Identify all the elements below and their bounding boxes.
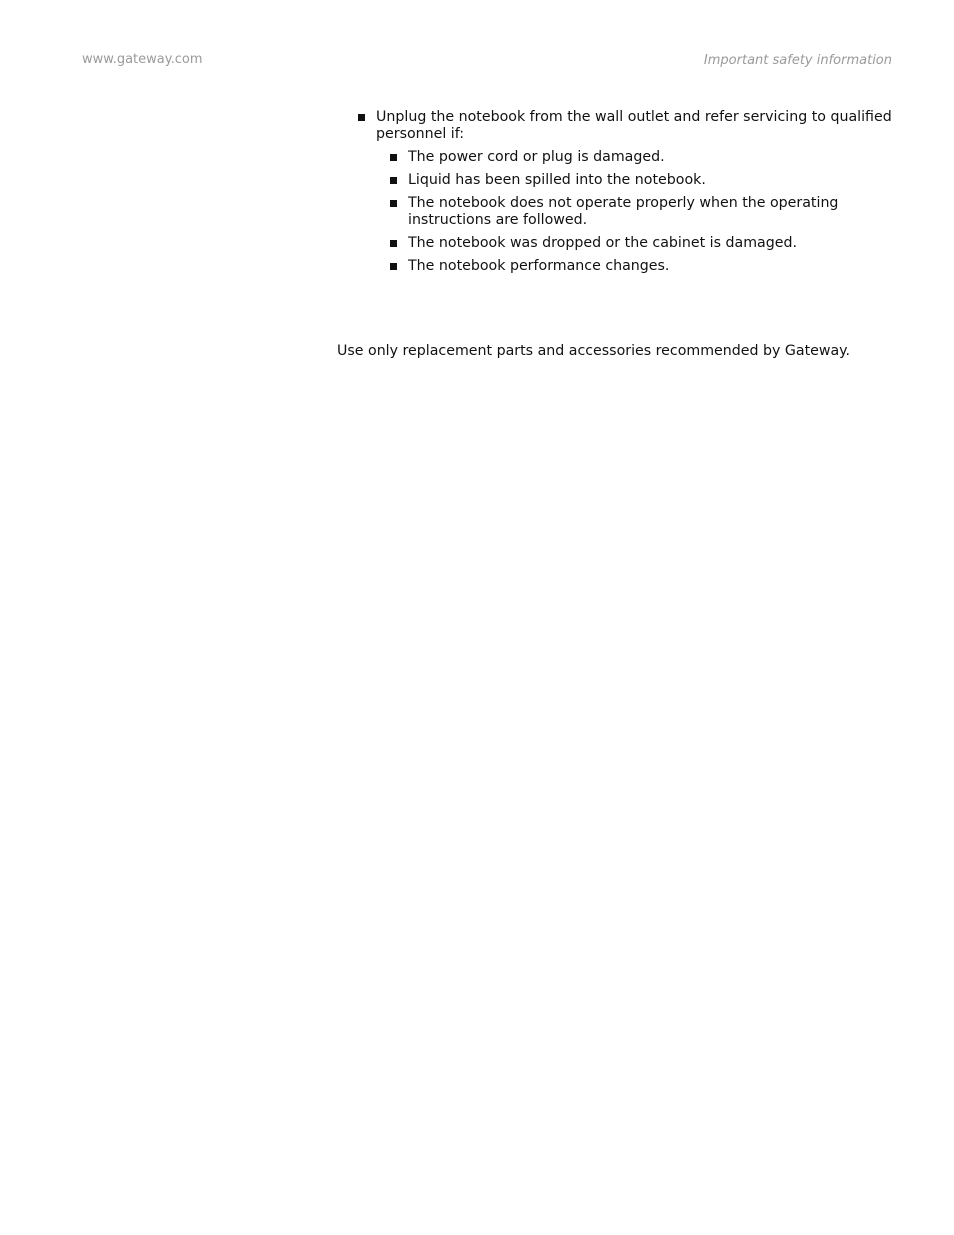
header-website: www.gateway.com [82,52,203,67]
square-bullet-icon [390,263,397,270]
safety-list [358,109,898,275]
sub-list-item [390,258,898,275]
sub-list [390,149,898,275]
sub-list-item [390,149,898,166]
sub-list-item-text: The notebook performance changes. [408,258,670,274]
sub-list-item [390,172,898,189]
sub-list-item-text: Liquid has been spilled into the notebook. [408,172,706,188]
square-bullet-icon [390,200,397,207]
square-bullet-icon [358,114,365,121]
sub-list-item-text: The notebook does not operate properly when the operating instructions are followed. [408,195,839,228]
header-section-title: Important safety information [703,53,892,68]
square-bullet-icon [390,154,397,161]
sub-list-item-text: The notebook was dropped or the cabinet is damaged. [408,235,797,251]
square-bullet-icon [390,177,397,184]
sub-list-item [390,235,898,252]
closing-paragraph: Use only replacement parts and accessories recommended by Gateway. [337,343,851,359]
sub-list-item [390,195,898,229]
square-bullet-icon [390,240,397,247]
sub-list-item-text: The power cord or plug is damaged. [408,149,665,165]
list-item-text: Unplug the notebook from the wall outlet and refer servicing to qualified personnel if: [376,109,892,142]
list-item [358,109,898,143]
